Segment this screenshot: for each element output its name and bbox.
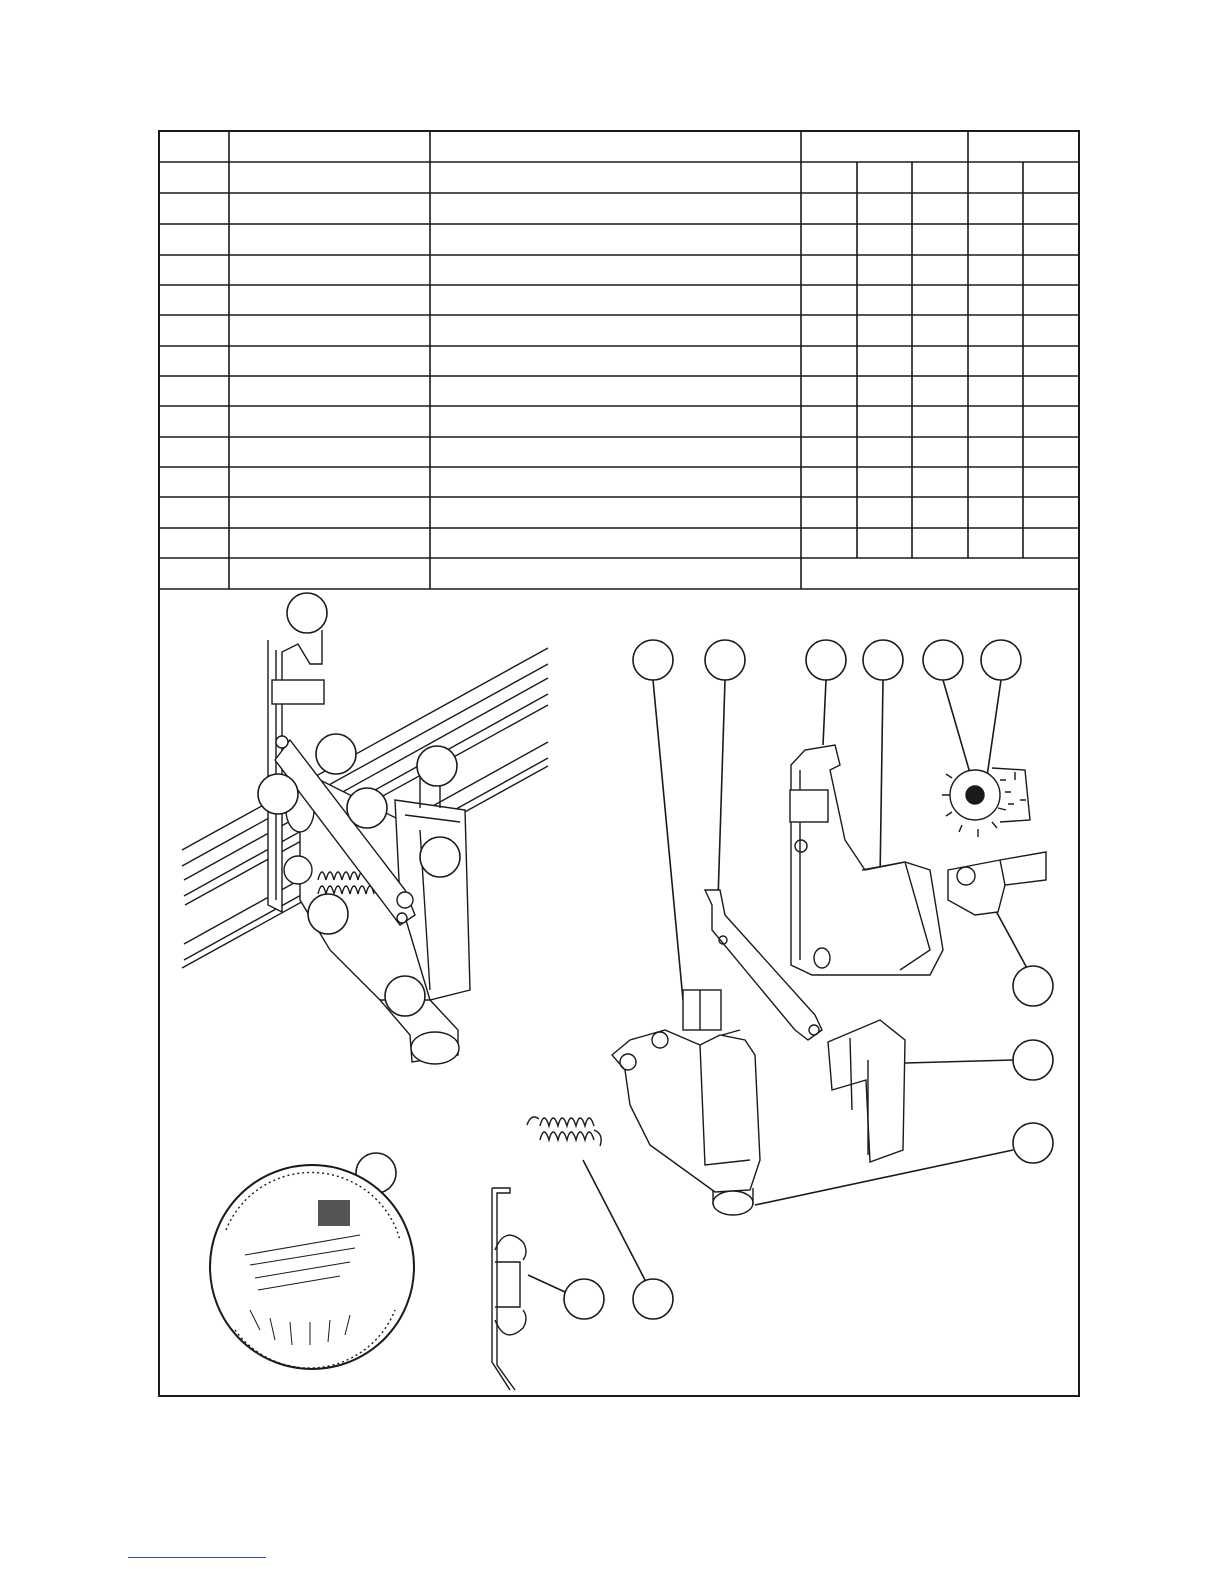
callout-circle bbox=[420, 837, 460, 877]
wire-clip-drawing bbox=[492, 1188, 526, 1390]
callout-circle bbox=[347, 788, 387, 828]
calculator-disc-drawing bbox=[210, 1165, 414, 1369]
table-row-lines bbox=[159, 162, 1079, 589]
callout-circle bbox=[417, 746, 457, 786]
callout-circle bbox=[308, 894, 348, 934]
callout-circle bbox=[1013, 1040, 1053, 1080]
cover-plate-drawing bbox=[828, 1020, 905, 1162]
gear-wheel-drawing bbox=[942, 768, 1030, 837]
callout-circle bbox=[316, 734, 356, 774]
assembly-view bbox=[182, 593, 548, 1193]
bracket-part-drawing bbox=[790, 745, 943, 975]
callout-circle bbox=[806, 640, 846, 680]
clip-part-drawing bbox=[683, 990, 721, 1030]
exploded-callouts bbox=[564, 640, 1053, 1319]
table-column-lines bbox=[229, 131, 1023, 589]
callout-circle bbox=[981, 640, 1021, 680]
callout-circle bbox=[385, 976, 425, 1016]
callout-circle bbox=[287, 593, 327, 633]
slider-block-drawing bbox=[948, 852, 1046, 915]
callout-circle bbox=[1013, 1123, 1053, 1163]
callout-circle bbox=[258, 774, 298, 814]
footer-link-underline[interactable] bbox=[128, 1557, 266, 1558]
callout-circle bbox=[705, 640, 745, 680]
carriage-assembly-drawing bbox=[182, 630, 548, 1064]
callout-circle bbox=[633, 1279, 673, 1319]
tension-spring-drawing bbox=[527, 1117, 601, 1146]
callout-circle bbox=[564, 1279, 604, 1319]
callout-circle bbox=[923, 640, 963, 680]
callout-circle bbox=[863, 640, 903, 680]
callout-circle bbox=[1013, 966, 1053, 1006]
housing-part-drawing bbox=[612, 1030, 760, 1215]
callout-circle bbox=[633, 640, 673, 680]
